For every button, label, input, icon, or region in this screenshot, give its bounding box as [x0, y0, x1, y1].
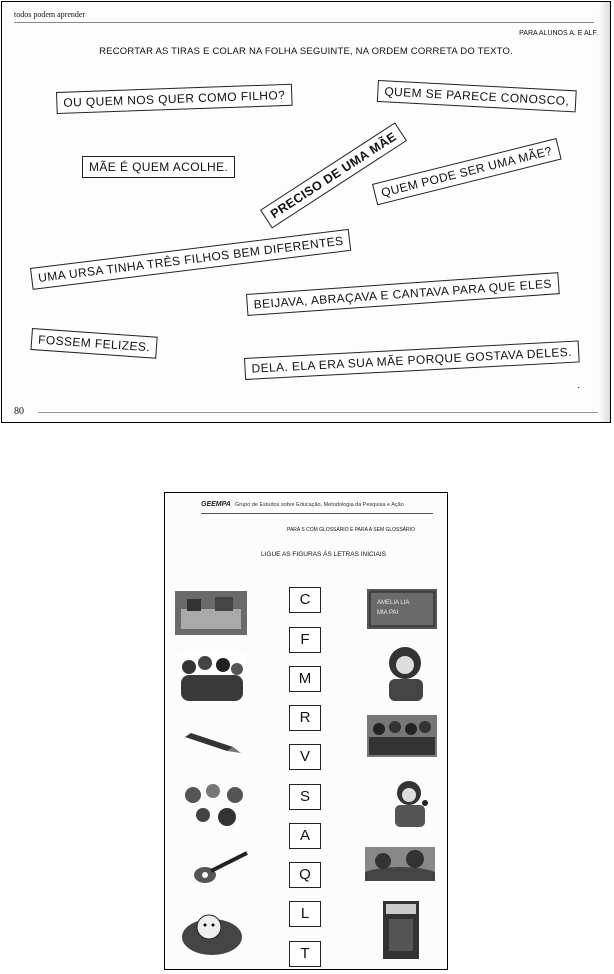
- speck: .: [577, 380, 580, 391]
- table-work-image: [175, 591, 247, 635]
- header-rule: [201, 513, 433, 514]
- audience-note: PARA ALUNOS A. E ALF.: [519, 30, 598, 37]
- letter-box: L: [289, 901, 321, 927]
- chalkboard-image: [367, 589, 437, 629]
- svg-text:MIA PAI: MIA PAI: [377, 610, 399, 616]
- landscape-image: [365, 847, 435, 881]
- instruction: RECORTAR AS TIRAS E COLAR NA FOLHA SEGUINTE, NA ORDEM CORRETA DO TEXTO.: [99, 46, 513, 57]
- letter-box: M: [289, 666, 321, 692]
- org-name: Grupo de Estudos sobre Educação, Metodologia da Pesquisa e Ação: [235, 502, 404, 508]
- pencil-icon: [183, 731, 243, 755]
- worksheet-strips: [1, 1, 611, 423]
- logo: GEEMPA: [201, 501, 231, 508]
- strip: OU QUEM NOS QUER COMO FILHO?: [56, 84, 293, 114]
- letter-box: C: [289, 587, 321, 613]
- letter-box: F: [289, 627, 321, 653]
- page-number: 80: [14, 406, 24, 417]
- svg-text:AMELIA LIA: AMELIA LIA: [377, 600, 410, 606]
- strip: DELA. ELA ERA SUA MÃE PORQUE GOSTAVA DELES.: [244, 340, 579, 379]
- letter-box: Q: [289, 862, 321, 888]
- audience-note: PARA S COM GLOSSÁRIO E PARA A SEM GLOSSÁRIO: [287, 527, 415, 533]
- strip: QUEM SE PARECE CONOSCO,: [377, 80, 577, 112]
- strip-title: PRECISO DE UMA MÃE: [260, 122, 407, 228]
- strip: UMA URSA TINHA TRÊS FILHOS BEM DIFERENTES: [30, 229, 352, 290]
- baby-image: [179, 907, 245, 957]
- strip: BEIJAVA, ABRAÇAVA E CANTAVA PARA QUE ELES: [246, 272, 560, 316]
- running-header: todos podem aprender: [14, 10, 86, 19]
- instruction: LIGUE AS FIGURAS ÀS LETRAS INICIAIS: [261, 551, 386, 558]
- crowd-image: [179, 653, 245, 703]
- page-edge-shadow: [598, 2, 610, 422]
- letter-box: R: [289, 705, 321, 731]
- group-image: [367, 715, 437, 757]
- letter-box: V: [289, 744, 321, 770]
- strip: MÃE É QUEM ACOLHE.: [82, 156, 235, 178]
- person-singing-image: [379, 645, 433, 701]
- guitar-icon: [191, 847, 251, 887]
- footer-rule: [38, 412, 598, 413]
- worksheet-letters: [164, 492, 448, 970]
- strip: FOSSEM FELIZES.: [30, 328, 157, 359]
- header-rule: [14, 22, 594, 23]
- speech-bubbles-image: [183, 783, 249, 829]
- book-cover-image: [383, 901, 419, 959]
- letter-box: T: [289, 941, 321, 967]
- boy-microphone-image: [385, 779, 435, 829]
- letter-box: A: [289, 823, 321, 849]
- strip: QUEM PODE SER UMA MÃE?: [372, 138, 561, 205]
- letter-box: S: [289, 784, 321, 810]
